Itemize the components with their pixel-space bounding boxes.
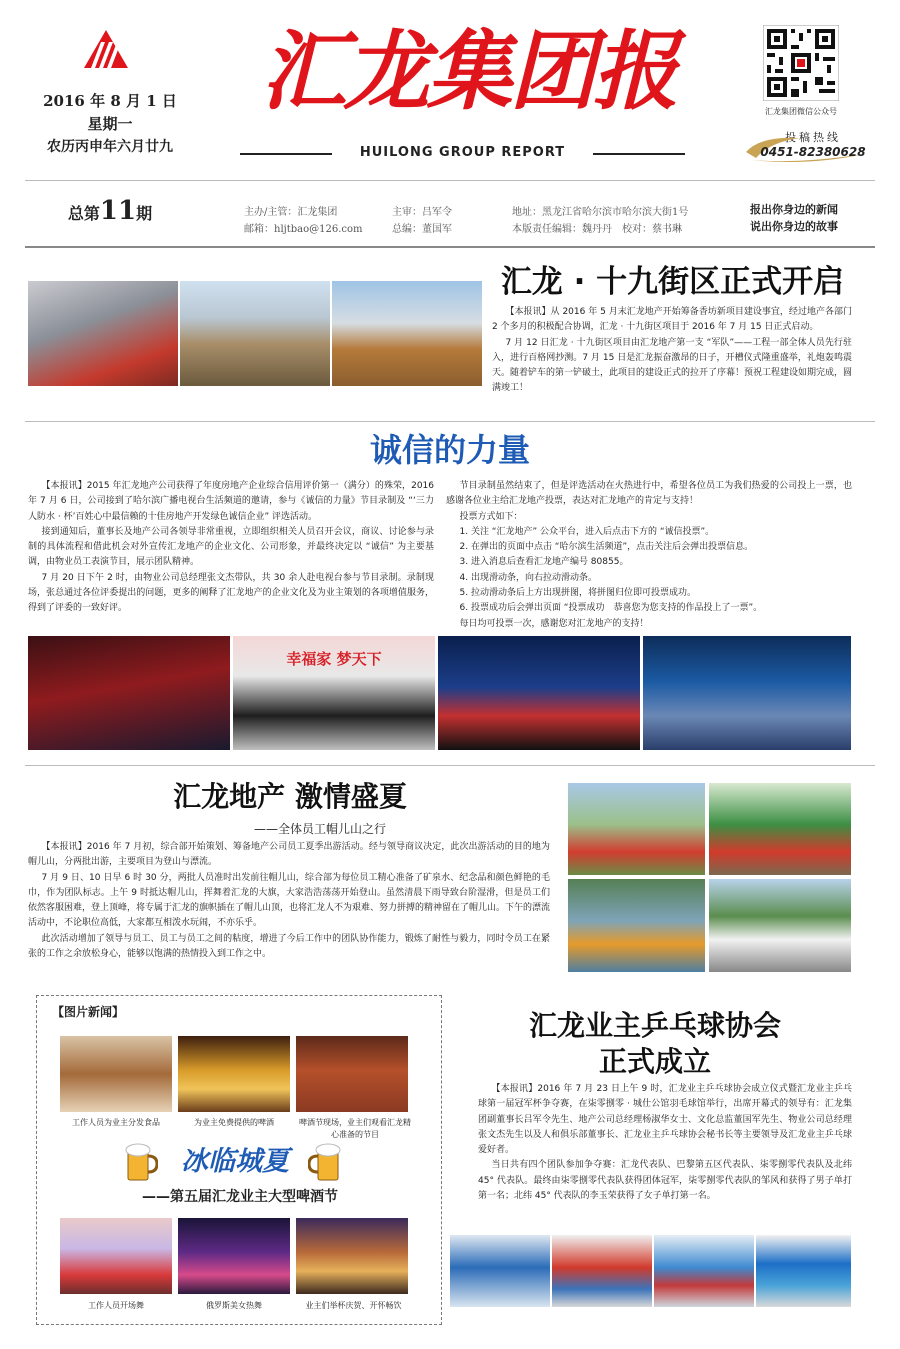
photo-pingpong-group — [654, 1235, 754, 1307]
photo-rafting — [568, 879, 705, 972]
issue-suffix: 期 — [136, 204, 153, 223]
voting-step-6: 6. 投票成功后会弹出页面 “投票成功 恭喜您为您支持的作品投上了一票”。 — [459, 603, 763, 614]
article2-voting-intro: 投票方式如下： — [459, 511, 523, 522]
article3-title: 汇龙地产 激情盛夏 — [173, 780, 407, 813]
article1-paragraph-2: 7 月 12 日汇龙 · 十九街区项目由汇龙地产第一支 “军队”——工程一部全体人员先行驻入，进行百格网抄测。7 月 15 日是汇龙振奋激昂的日子，开槽仪式隆重盛举，礼炮轰鸣震天。随着铲车的第一铲破土，此项目的建设正式的拉开了序幕！预祝工程建设如期完成，圆满竣工！ — [492, 337, 853, 394]
caption-food-distribution: 工作人员为业主分发食品 — [72, 1118, 160, 1127]
photo-tv-studio — [643, 636, 851, 750]
photo-happy-family-banner — [233, 636, 435, 750]
voting-step-3: 3. 进入消息后查看汇龙地产编号 80855。 — [459, 557, 629, 568]
photo-excavators — [332, 281, 482, 386]
chief-editor-text: 总编：董国军 — [392, 224, 452, 235]
article1-title: 汇龙 · 十九街区正式开启 — [500, 264, 845, 300]
festival-subtitle: ——第五届汇龙业主大型啤酒节 — [142, 1189, 338, 1205]
qr-caption: 汇龙集团微信公众号 — [765, 107, 837, 116]
article3-paragraph-3: 此次活动增加了领导与员工、员工与员工之间的粘度，增进了今后工作中的团队协作能力，锻炼了耐性与毅力，同时令员工在紧张的工作之余放松身心，能够以饱满的热情投入到工作之中。 — [28, 933, 550, 960]
qr-code-icon — [763, 25, 839, 101]
photo-russian-dance — [178, 1218, 290, 1294]
voting-step-2: 2. 在弹出的页面中点击 “哈尔滨生活频道”，点击关注后会弹出投票信息。 — [459, 542, 754, 553]
email-text: 邮箱：hljtbao@126.com — [244, 224, 363, 235]
address-text: 地址：黑龙江省哈尔滨市哈尔滨大街1号 — [512, 207, 689, 218]
photo-festival-audience — [296, 1036, 408, 1112]
festival-title: 冰临城夏 — [181, 1146, 289, 1177]
voting-step-4: 4. 出现滑动条，向右拉动滑动条。 — [459, 572, 597, 583]
article2-paragraph-3: 7 月 20 日下午 2 时，由物业公司总经理张文杰带队，共 30 余人赴电视台参与节目录制。录制现场，张总通过各位评委提出的问题，更多的阐释了汇龙地产的企业文化及为业主策划的各项增值服务，得到了评委的一致好评。 — [28, 572, 434, 614]
article2-title: 诚信的力量 — [369, 431, 530, 469]
article1-body — [492, 305, 852, 397]
article3-body — [28, 840, 550, 962]
article4-paragraph-2: 当日共有四个团队参加争夺赛：汇龙代表队、巴黎第五区代表队、柒零捌零代表队及北纬 45° 代表队。最终由柒零捌零代表队获得团体冠军，柒零捌零代表队的邹风和获得了男子单打第一名；北纬 45° 代表队的李玉荣获得了女子单打第一名。 — [478, 1160, 852, 1202]
beer-mug-right-icon — [308, 1142, 342, 1182]
hotline-label: 投稿热线 — [785, 131, 841, 144]
slogan-2: 说出你身边的故事 — [750, 220, 838, 233]
beer-mug-left-icon — [124, 1142, 158, 1182]
issue-prefix: 总第 — [67, 204, 100, 223]
caption-opening-dance: 工作人员开场舞 — [88, 1301, 144, 1310]
article4-title-line-1: 汇龙业主乒乓球协会 — [528, 1009, 781, 1042]
photo-news-header: 【图片新闻】 — [52, 1005, 125, 1019]
divider-1 — [25, 421, 875, 422]
editors-text: 本版责任编辑：魏丹丹 校对：蔡书琳 — [512, 224, 682, 235]
banner-text: 幸福家 梦天下 — [286, 650, 382, 668]
chief-review-text: 主审：吕军令 — [392, 207, 452, 218]
photo-opening-dance — [60, 1218, 172, 1294]
photo-group-show — [438, 636, 640, 750]
photo-mountain-group — [568, 783, 705, 875]
caption-russian-dance: 俄罗斯美女热舞 — [206, 1301, 262, 1310]
caption-free-beer: 为业主免费提供的啤酒 — [194, 1118, 274, 1127]
info-row-bottom-rule — [25, 246, 875, 248]
masthead-subtitle: HUILONG GROUP REPORT — [359, 145, 566, 160]
article2-left-column — [28, 479, 434, 617]
photo-flag-group — [709, 783, 851, 875]
sponsor-text: 主办/主管：汇龙集团 — [244, 207, 338, 218]
slogan-1: 报出你身边的新闻 — [750, 203, 838, 216]
photo-free-beer — [178, 1036, 290, 1112]
article3-subtitle: ——全体员工帽儿山之行 — [253, 822, 386, 836]
article2-paragraph-2: 接到通知后，董事长及地产公司各领导非常重视，立即组织相关人员召开会议，商议、讨论参与录制的具体流程和借此机会对外宣传汇龙地产的企业文化、公司形象，并最终决定以 “诚信” 为主要基调，由物业员工表演节目，展示团队精神。 — [28, 526, 434, 568]
masthead-subtitle-rule-right — [593, 153, 685, 155]
photo-toasting — [296, 1218, 408, 1294]
article2-paragraph-1: 【本报讯】2015 年汇龙地产公司获得了年度房地产企业综合信用评价第一（满分）的殊荣，2016 年 7 月 6 日，公司接到了哈尔滨广播电视台生活频道的邀请，参与《诚信的力量》节目录制及 “‘三力人防水 · 杯’百姓心中最信赖的十佳房地产开发绿色诚信企业” 评选活动。 — [28, 481, 434, 522]
photo-tour-buses — [709, 879, 851, 972]
caption-toasting: 业主们举杯庆贺、开怀畅饮 — [305, 1301, 402, 1310]
article1-paragraph-1: 【本报讯】从 2016 年 5 月末汇龙地产开始筹备香坊新项目建设事宜，经过地产各部门 2 个多月的积极配合协调，汇龙 · 十九街区项目于 2016 年 7 月 15 日正式启动。 — [492, 307, 852, 333]
voting-step-5: 5. 拉动滑动条后上方出现拼图，将拼图归位即可投票成功。 — [459, 588, 696, 599]
photo-food-distribution — [60, 1036, 172, 1112]
photo-fireworks-ceremony — [180, 281, 330, 386]
article4-paragraph-1: 【本报讯】2016 年 7 月 23 日上午 9 时，汇龙业主乒乓球协会成立仪式暨汇龙业主乒乓球第一届冠军杯争夺赛，在柒零捌零 · 城仕公馆羽毛球馆举行，出席开幕式的领导有：汇龙集团副董事长吕军令先生、地产公司总经理杨淑华女士、文化总监董国军先生、物业公司总经理张文杰先生以及人和俱乐部董事长、汇龙业主乒乓球协会秘书长等主要领导及汇龙业主乒乓球爱好者。 — [478, 1084, 852, 1156]
article2-paragraph-4: 节目录制虽然结束了，但是评选活动在火热进行中，希望各位员工为我们热爱的公司投上一票，也感谢各位业主给汇龙地产投票，表达对汇龙地产的肯定与支持！ — [446, 481, 852, 507]
photo-stage-performance — [28, 636, 230, 750]
masthead-subtitle-rule-left — [240, 153, 332, 155]
issue-date: 2016 年 8 月 1 日 — [43, 92, 177, 110]
info-row-top-rule — [25, 180, 875, 181]
masthead — [0, 0, 900, 250]
huilong-logo-icon — [82, 28, 130, 70]
lunar-date: 农历丙申年六月廿九 — [47, 139, 173, 155]
voting-closing: 每日均可投票一次，感谢您对汇龙地产的支持！ — [459, 618, 649, 629]
photo-ribbon-cutting — [28, 281, 178, 386]
issue-number — [50, 196, 170, 226]
hotline-number: 0451-82380628 — [760, 145, 866, 159]
article3-paragraph-1: 【本报讯】2016 年 7 月初，综合部开始策划、筹备地产公司员工夏季出游活动。经与领导商议决定，此次出游活动的目的地为帽儿山，分两批出游，主要项目为登山与漂流。 — [28, 842, 550, 868]
issue-number-value: 11 — [99, 196, 137, 226]
photo-pingpong-match — [756, 1235, 851, 1307]
caption-festival-audience: 啤酒节现场，业主们观看汇龙精心准备的节目 — [299, 1118, 411, 1139]
voting-step-1: 1. 关注 “汇龙地产” 公众平台，进入后点击下方的 “诚信投票”。 — [459, 526, 715, 537]
photo-pingpong-ceremony — [450, 1235, 550, 1307]
divider-2 — [25, 765, 875, 766]
masthead-title: 汇龙集团报 — [260, 22, 676, 122]
article2-right-column — [446, 479, 852, 632]
issue-weekday: 星期一 — [87, 115, 133, 133]
photo-pingpong-teams — [552, 1235, 652, 1307]
article3-paragraph-2: 7 月 9 日、10 日早 6 时 30 分，两批人员准时出发前往帽儿山，综合部为每位员工精心准备了矿泉水、纪念品和颜色鲜艳的毛巾，作为团队标志。上午 9 时抵达帽儿山，挥舞着汇龙的大旗，大家浩浩荡荡开始登山。虽然清晨下雨导致台阶湿滑，但是员工们依然客服困难，登上顶峰，将专属于汇龙的旗帜插在了帽儿山顶，也将汇龙人不为艰难、努力拼搏的精神留在了帽儿山。下午的漂流活动中，不论职位高低，大家都互相泼水玩闹，不亦乐乎。 — [28, 872, 551, 929]
article4-body — [478, 1082, 852, 1204]
article4-title-line-2: 正式成立 — [598, 1045, 711, 1078]
